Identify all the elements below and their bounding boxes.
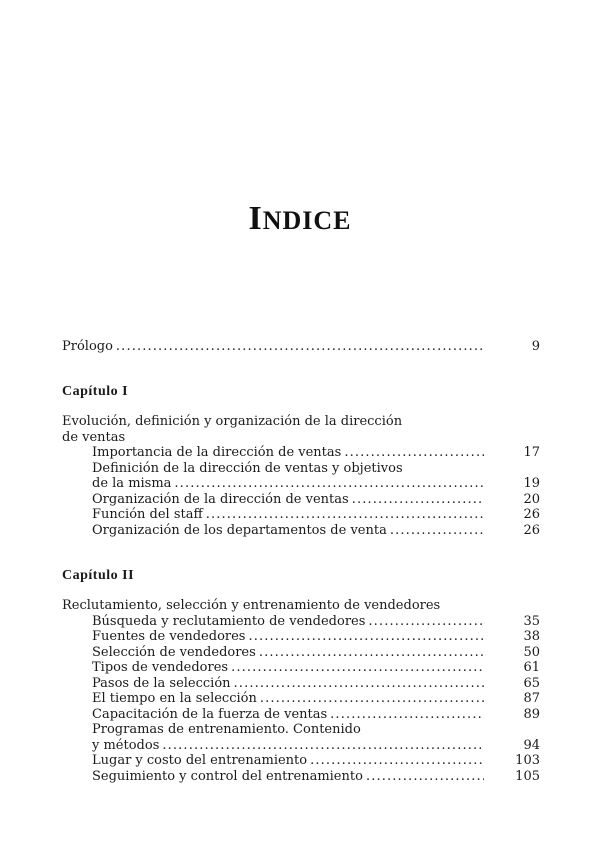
toc-entry[interactable]: y métodos . . . 94 [62,738,540,754]
leader-dots [390,523,484,539]
toc-entry[interactable]: Organización de la dirección de ventas . . . 20 [62,492,540,508]
leader-dots [248,629,484,645]
leader-dots [260,691,484,707]
toc-prologue [62,339,540,355]
chapter-1-section [62,414,540,538]
chapter-2-section [62,598,540,784]
leader-dots [234,676,484,692]
leader-dots [368,614,484,630]
toc-entry[interactable]: Prólogo . . . 9 [62,339,540,355]
toc-entry[interactable]: Función del staff . . . 26 [62,507,540,523]
chapter-2-heading-block [62,568,540,584]
leader-dots [259,645,484,661]
toc-entry-line1[interactable]: Definición de la dirección de ventas y objetivos [92,460,403,476]
section-title: Reclutamiento, selección y entrenamiento de vendedores [62,598,441,613]
toc-entry[interactable]: El tiempo en la selección . . . 87 [62,691,540,707]
toc-entry[interactable]: Selección de vendedores . . . 50 [62,645,540,661]
toc-entry[interactable]: Importancia de la dirección de ventas . . . 17 [62,445,540,461]
section-title-cont: de ventas [62,429,126,445]
leader-dots [352,492,484,508]
leader-dots [344,445,484,461]
section-title: Evolución, definición y organización de la dirección [62,414,403,429]
toc-entry[interactable]: Pasos de la selección . . . 65 [62,676,540,692]
chapter-heading: Capítulo II [62,568,135,583]
leader-dots [174,476,484,492]
leader-dots [231,660,484,676]
toc-entry[interactable]: de la misma . . . 19 [62,476,540,492]
leader-dots [162,738,484,754]
toc-entry-line1[interactable]: Programas de entrenamiento. Contenido [92,722,361,737]
toc-entry[interactable]: Seguimiento y control del entrenamiento . . . 105 [62,769,540,785]
chapter-1-heading-block [62,384,540,400]
leader-dots [206,507,484,523]
toc-entry[interactable]: Lugar y costo del entrenamiento . . . 103 [62,753,540,769]
toc-entry[interactable]: Búsqueda y reclutamiento de vendedores . . . 35 [62,614,540,630]
toc-entry[interactable]: Capacitación de la fuerza de ventas . . . 89 [62,707,540,723]
leader-dots [366,769,484,785]
toc-entry[interactable]: Organización de los departamentos de venta . . . 26 [62,523,540,539]
leader-dots [116,339,484,355]
toc-entry[interactable]: Fuentes de vendedores . . . 38 [62,629,540,645]
page-title: INDICE [248,200,352,237]
leader-dots [310,753,484,769]
toc-entry[interactable]: Tipos de vendedores . . . 61 [62,660,540,676]
chapter-heading: Capítulo I [62,384,129,399]
leader-dots [330,707,484,723]
